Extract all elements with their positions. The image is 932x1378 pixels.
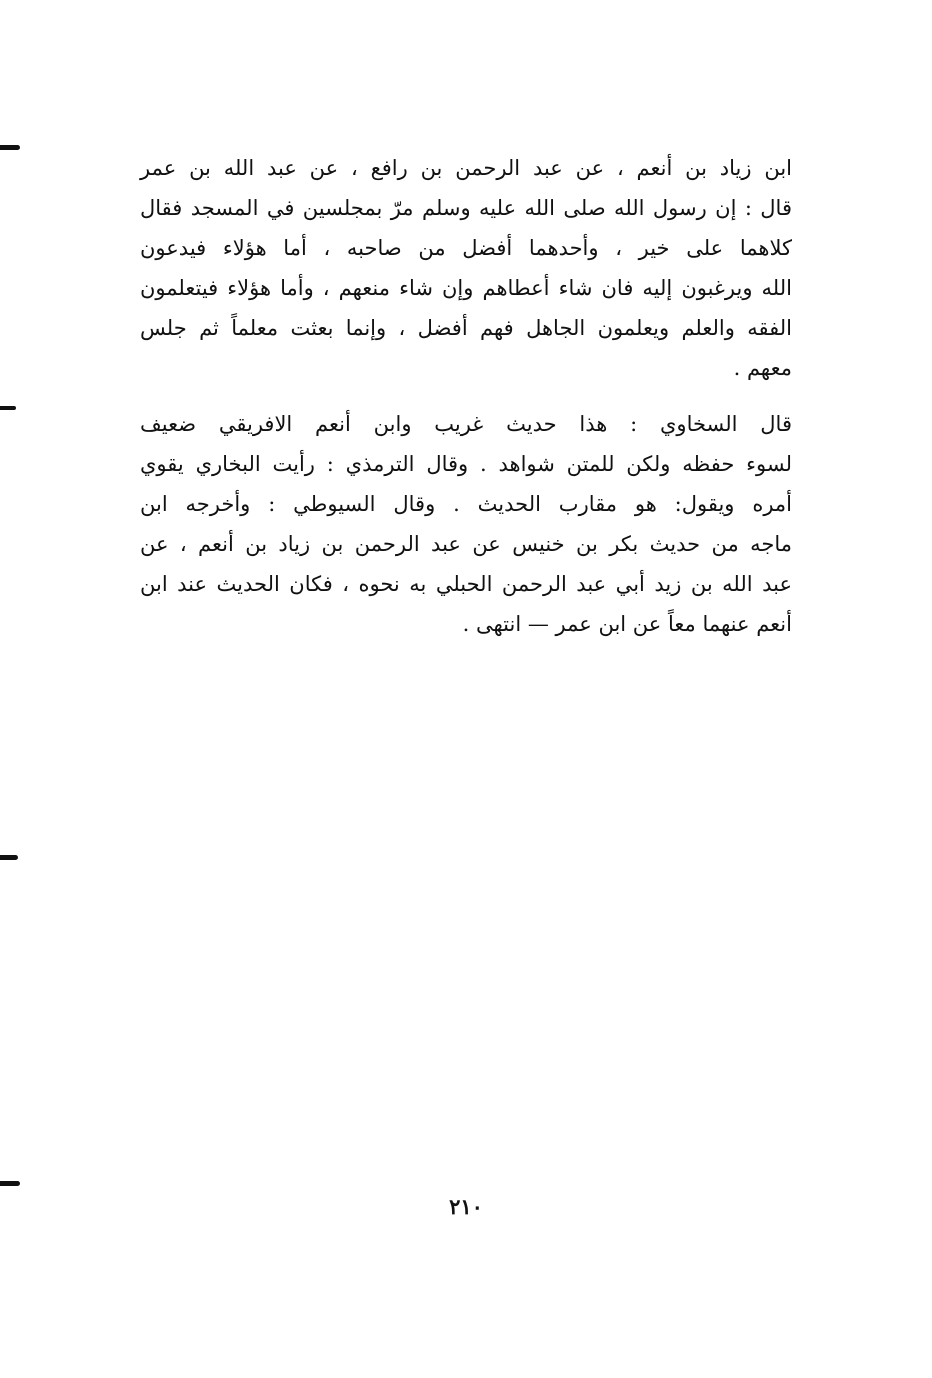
text-line: كلاهما على خير ، وأحدهما أفضل من صاحبه ، أما هؤلاء فيدعون xyxy=(140,236,792,260)
margin-mark xyxy=(0,1181,20,1186)
commentary-paragraph xyxy=(140,404,792,644)
margin-mark xyxy=(0,406,16,410)
text-line: الله ويرغبون إليه فان شاء أعطاهم وإن شاء منعهم ، وأما هؤلاء فيتعلمون xyxy=(140,276,792,300)
text-line: الفقه والعلم ويعلمون الجاهل فهم أفضل ، وإنما بعثت معلماً ثم جلس xyxy=(140,316,792,340)
page-number: ٢١٠ xyxy=(449,1194,483,1219)
text-line: قال : إن رسول الله صلى الله عليه وسلم مرّ بمجلسين في المسجد فقال xyxy=(140,196,792,220)
text-line: عبد الله بن زيد أبي عبد الرحمن الحبلي به نحوه ، فكان الحديث عند ابن xyxy=(140,572,792,596)
margin-mark xyxy=(0,855,18,860)
text-line: ابن زياد بن أنعم ، عن عبد الرحمن بن رافع ، عن عبد الله بن عمر xyxy=(140,156,792,180)
hadith-paragraph xyxy=(140,148,792,388)
text-line: قال السخاوي : هذا حديث غريب وابن أنعم الافريقي ضعيف xyxy=(140,412,792,436)
text-line: لسوء حفظه ولكن للمتن شواهد . وقال الترمذي : رأيت البخاري يقوي xyxy=(140,452,792,476)
text-line: معهم . xyxy=(733,356,792,380)
text-line: أنعم عنهما معاً عن ابن عمر — انتهى . xyxy=(462,612,792,636)
margin-mark xyxy=(0,145,20,150)
text-line: ماجه من حديث بكر بن خنيس عن عبد الرحمن بن زياد بن أنعم ، عن xyxy=(140,532,792,556)
text-line: أمره ويقول: هو مقارب الحديث . وقال السيوطي : وأخرجه ابن xyxy=(140,492,792,516)
